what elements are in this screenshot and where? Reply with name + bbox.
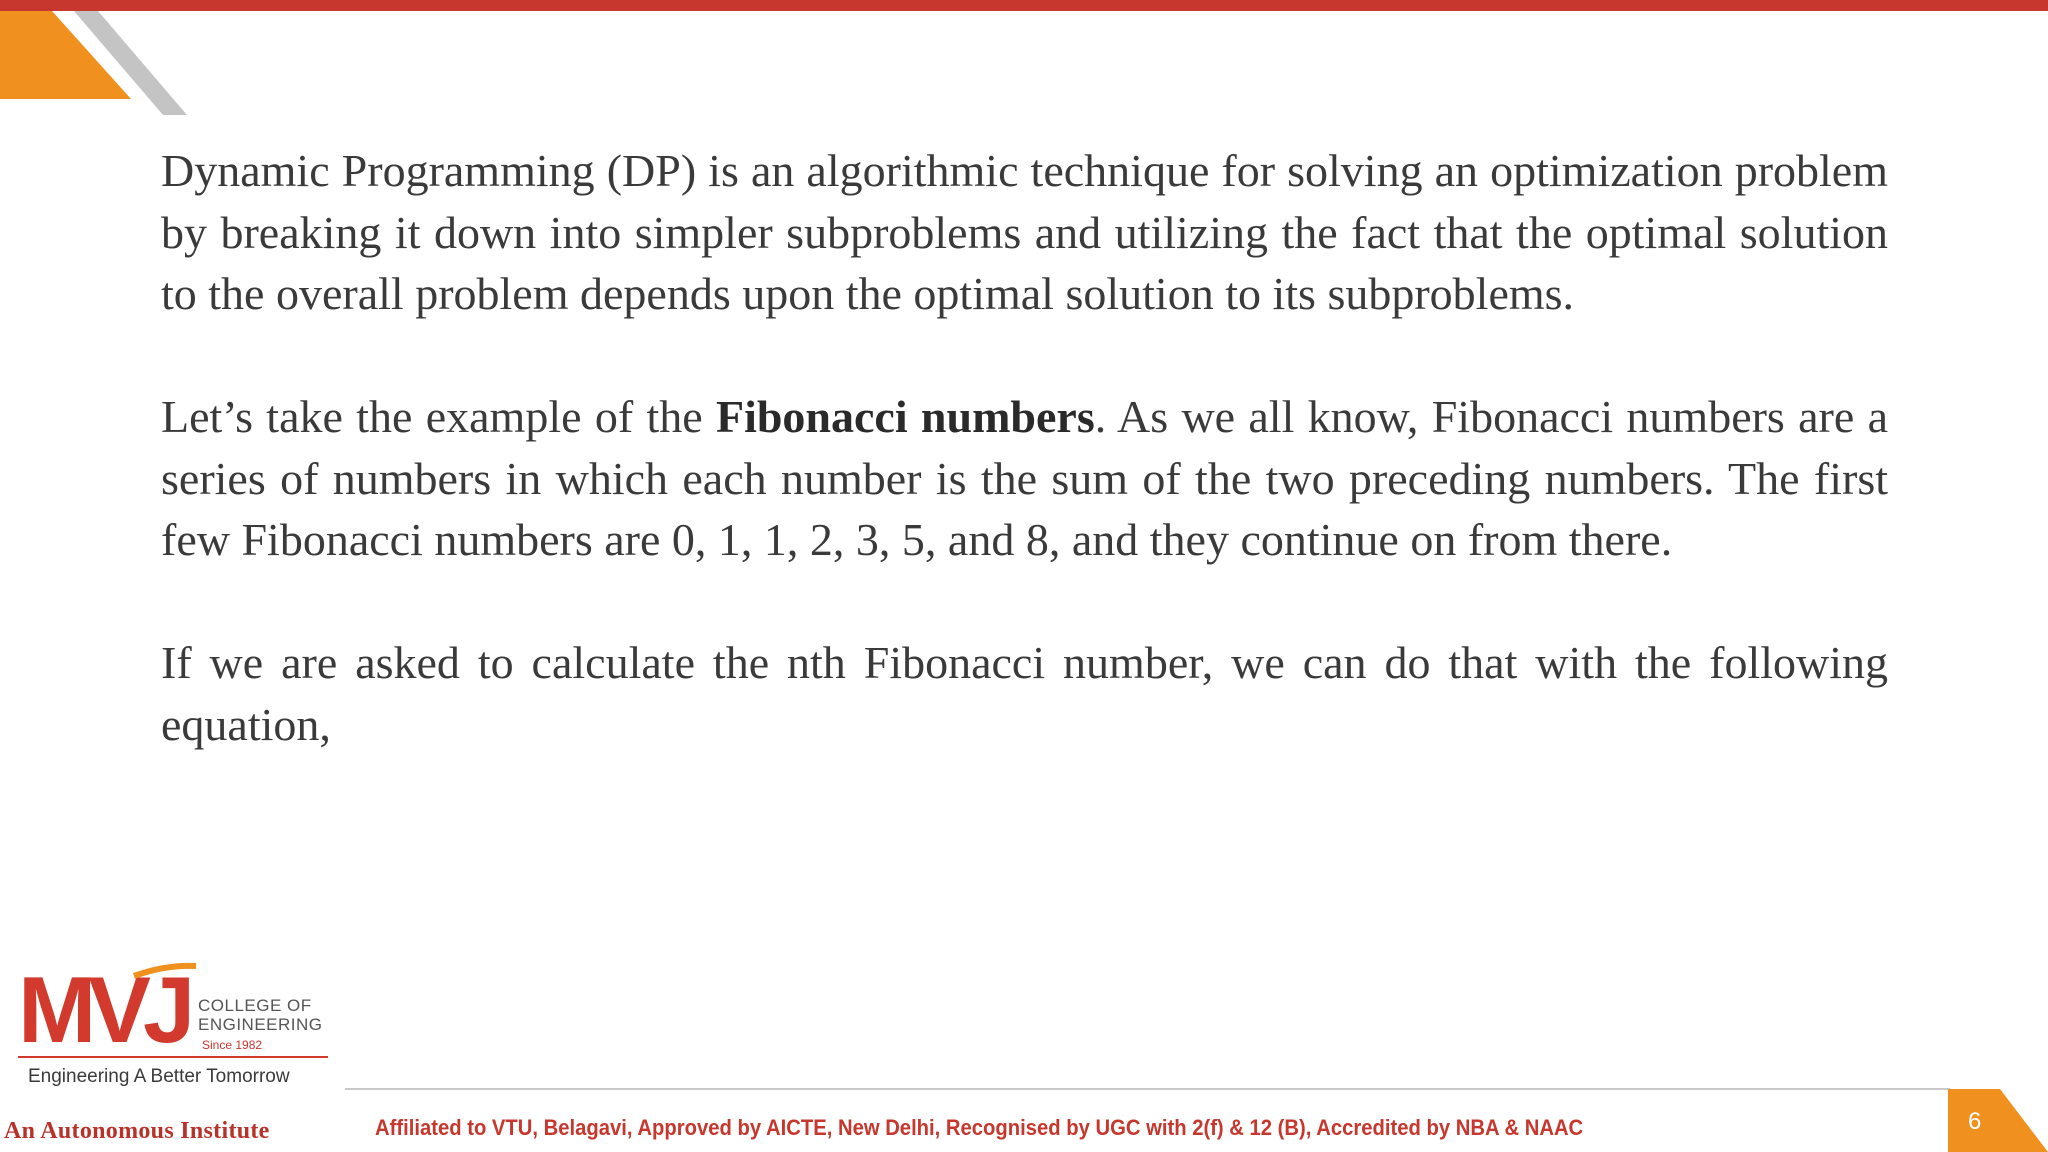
slide-body xyxy=(161,140,1888,755)
paragraph-fibonacci-rest: . As we all know, Fibonacci numbers are a series of numbers in which each number is the sum of the two preceding numbers. The first few Fibonacci numbers are 0, 1, 1, 2, 3, 5, and 8, and they continue on from there. xyxy=(161,391,1889,565)
paragraph-dp-definition: Dynamic Programming (DP) is an algorithmic technique for solving an optimization problem by breaking it down into simpler subproblems and utilizing the fact that the optimal solution to the overall problem depends upon the optimal solution to its subproblems. xyxy=(161,145,1888,319)
logo-college-line2: ENGINEERING xyxy=(198,1015,323,1034)
logo-college-line1: COLLEGE OF xyxy=(198,996,312,1015)
paragraph-nth-fibonacci: If we are asked to calculate the nth Fibonacci number, we can do that with the following equation, xyxy=(161,637,1888,750)
corner-decoration xyxy=(0,11,190,116)
paragraph-fibonacci-example xyxy=(161,386,1888,571)
college-logo xyxy=(12,962,332,1094)
footer-divider xyxy=(345,1088,1950,1090)
logo-since: Since 1982 xyxy=(202,1038,263,1052)
logo-divider xyxy=(18,1056,328,1058)
page-number-badge xyxy=(1948,1089,2048,1152)
top-accent-bar xyxy=(0,0,2048,11)
page-number: 6 xyxy=(1968,1108,1982,1135)
mvj-logo-text: MVJ xyxy=(18,962,188,1052)
logo-tagline: Engineering A Better Tomorrow xyxy=(28,1066,290,1087)
footer-accreditation: Affiliated to VTU, Belagavi, Approved by AICTE, New Delhi, Recognised by UGC with 2(f) & 12 (B), Accredited by NBA & NAAC xyxy=(375,1115,1584,1140)
autonomous-institute-label: An Autonomous Institute xyxy=(4,1118,270,1144)
mvj-logo-mark xyxy=(16,962,198,1052)
fibonacci-bold-term: Fibonacci numbers xyxy=(715,391,1095,442)
paragraph-fibonacci-intro: Let’s take the example of the xyxy=(161,391,716,442)
logo-college-name xyxy=(198,996,323,1034)
